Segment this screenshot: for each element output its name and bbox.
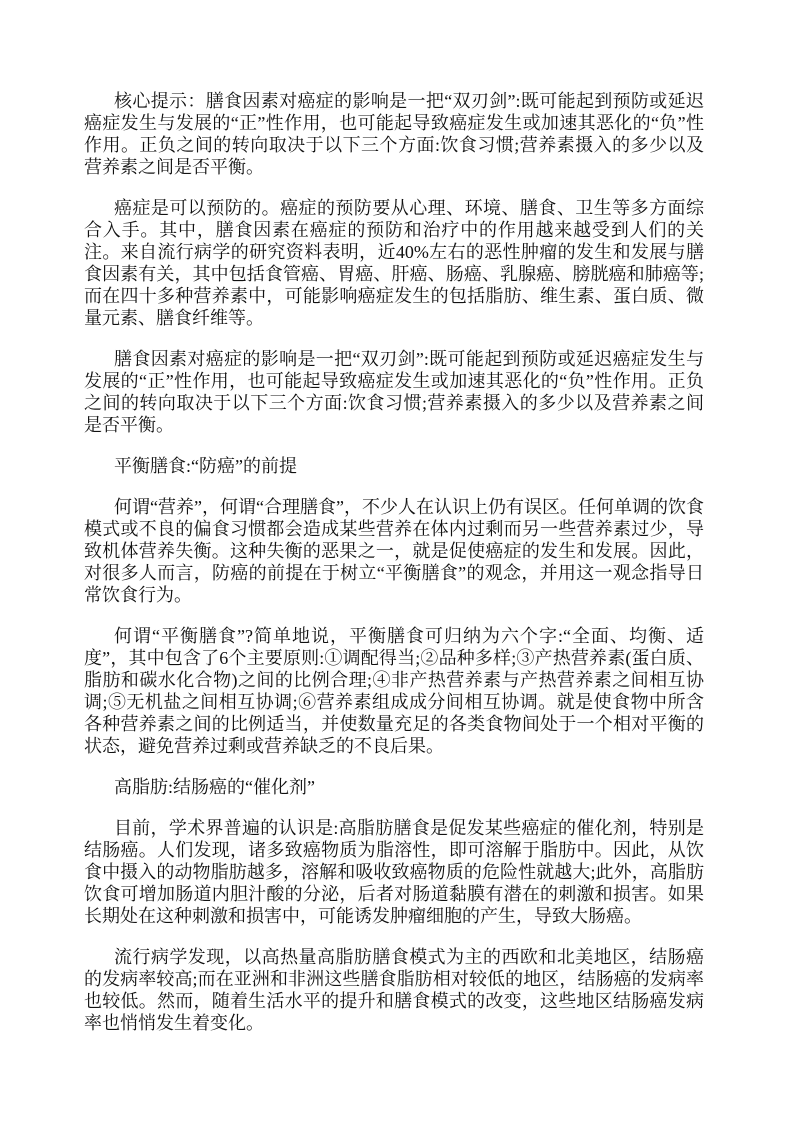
heading-high-fat: 高脂肪:结肠癌的“催化剂” bbox=[114, 777, 315, 797]
paragraph-cancer-prevention: 癌症是可以预防的。癌症的预防要从心理、环境、膳食、卫生等多方面综合入手。其中，膳食因素在癌症的预防和治疗中的作用越来越受到人们的关注。来自流行病学的研究资料表明，近40%左右的恶性肿瘤的发生和发展与膳食因素有关，其中包括食管癌、胃癌、肝癌、肠癌、乳腺癌、膀胱癌和肺癌等;而在四十多种营养素中，可能影响癌症发生的包括脂肪、维生素、蛋白质、微量元素、膳食纤维等。 bbox=[84, 198, 704, 328]
paragraph-balanced-diet-principles: 何谓“平衡膳食”?简单地说，平衡膳食可归纳为六个字:“全面、均衡、适度”，其中包含了6个主要原则:①调配得当;②品种多样;③产热营养素(蛋白质、脂肪和碳水化合物)之间的比例合理;④非产热营养素与产热营养素之间相互协调;⑤无机盐之间相互协调;⑥营养素组成成分间相互协调。就是使食物中所含各种营养素之间的比例适当，并使数量充足的各类食物间处于一个相对平衡的状态，避免营养过剩或营养缺乏的不良后果。 bbox=[84, 626, 704, 756]
paragraph-nutrition-misconception: 何谓“营养”，何谓“合理膳食”，不少人在认识上仍有误区。任何单调的饮食模式或不良的偏食习惯都会造成某些营养在体内过剩而另一些营养素过少，导致机体营养失衡。这种失衡的恶果之一，就是促使癌症的发生和发展。因此，对很多人而言，防癌的前提在于树立“平衡膳食”的观念，并用这一观念指导日常饮食行为。 bbox=[84, 497, 704, 605]
paragraph-high-fat-catalyst: 目前，学术界普遍的认识是:高脂肪膳食是促发某些癌症的催化剂，特别是结肠癌。人们发现，诸多致癌物质为脂溶性，即可溶解于脂肪中。因此，从饮食中摄入的动物脂肪越多，溶解和吸收致癌物质的危险性就越大;此外，高脂肪饮食可增加肠道内胆汁酸的分泌，后者对肠道黏膜有潜在的刺激和损害。如果长期处在这种刺激和损害中，可能诱发肿瘤细胞的产生，导致大肠癌。 bbox=[84, 818, 704, 926]
paragraph-epidemiology-colon-cancer: 流行病学发现，以高热量高脂肪膳食模式为主的西欧和北美地区，结肠癌的发病率较高;而在亚洲和非洲这些膳食脂肪相对较低的地区，结肠癌的发病率也较低。然而，随着生活水平的提升和膳食模式的改变，这些地区结肠癌发病率也悄悄发生着变化。 bbox=[84, 947, 704, 1033]
paragraph-core-tip: 核心提示：膳食因素对癌症的影响是一把“双刃剑”:既可能起到预防或延迟癌症发生与发展的“正”性作用，也可能起导致癌症发生或加速其恶化的“负”性作用。正负之间的转向取决于以下三个方面:饮食习惯;营养素摄入的多少以及营养素之间是否平衡。 bbox=[84, 91, 704, 177]
paragraph-double-edged-sword: 膳食因素对癌症的影响是一把“双刃剑”:既可能起到预防或延迟癌症发生与发展的“正”性作用，也可能起导致癌症发生或加速其恶化的“负”性作用。正负之间的转向取决于以下三个方面:饮食习惯;营养素摄入的多少以及营养素之间是否平衡。 bbox=[84, 349, 704, 435]
heading-balanced-diet: 平衡膳食:“防癌”的前提 bbox=[114, 456, 297, 476]
